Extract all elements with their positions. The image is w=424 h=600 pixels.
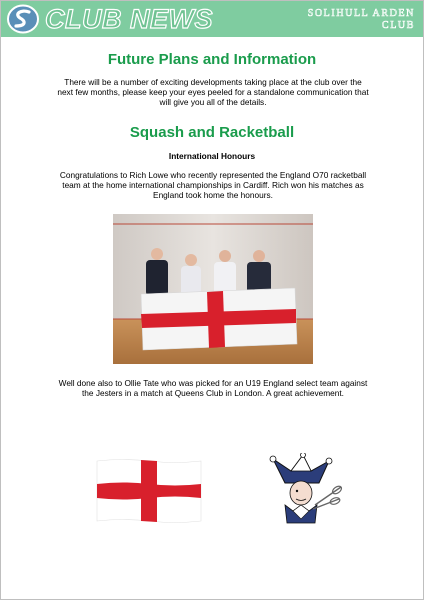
- future-plans-heading: Future Plans and Information: [107, 51, 317, 68]
- rich-lowe-paragraph: Congratulations to Rich Lowe who recently represented the England O70 racketball team at the home international championships in Cardiff. Rich won his matches as England took home the honours.: [59, 170, 367, 200]
- ollie-tate-paragraph: Well done also to Ollie Tate who was picked for an U19 England select team against the Jesters in a match at Queens Club in London. A great achievement.: [58, 378, 368, 398]
- team-photo: [113, 214, 313, 364]
- banner-club-name: SOLIHULL ARDEN CLUB: [307, 8, 415, 31]
- newsletter-banner: [1, 1, 423, 37]
- banner-title: CLUB NEWS: [45, 4, 213, 34]
- club-logo-icon: [7, 4, 39, 34]
- squash-heading: Squash and Racketball: [129, 124, 295, 141]
- future-plans-paragraph: There will be a number of exciting developments taking place at the club over the next few months, please keep your eyes peeled for a standalone communication that will give you all of the details.: [57, 77, 369, 107]
- jester-logo-image: [265, 453, 345, 529]
- england-flag-image: [95, 457, 203, 525]
- international-honours-subheading: International Honours: [168, 151, 256, 161]
